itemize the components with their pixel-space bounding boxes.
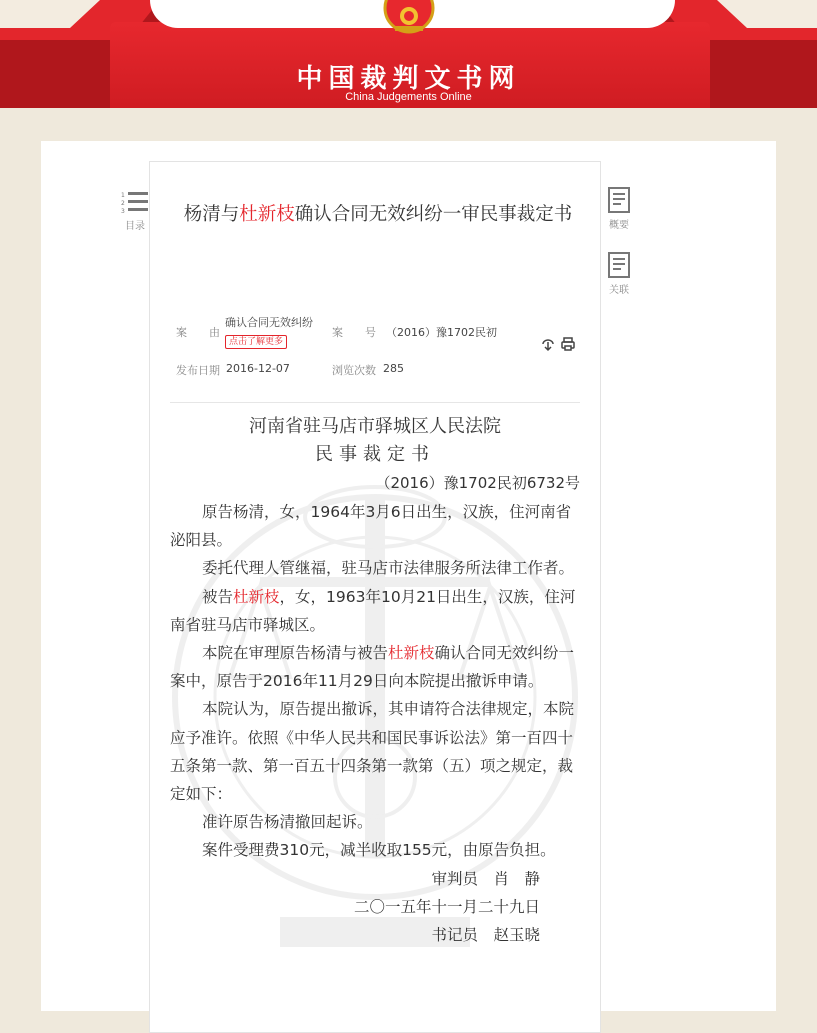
publish-date-value: 2016-12-07 bbox=[226, 362, 290, 375]
paragraph-ruling: 准许原告杨清撤回起诉。 bbox=[202, 813, 373, 832]
publish-date-label: 发布日期 bbox=[176, 364, 220, 377]
svg-text:1: 1 bbox=[121, 192, 125, 199]
case-number: （2016）豫1702民初6732号 bbox=[375, 474, 580, 492]
site-subtitle: China Judgements Online bbox=[345, 91, 472, 103]
paragraph-agent: 委托代理人管继福，驻马店市法律服务所法律工作者。 bbox=[202, 559, 575, 578]
svg-text:2: 2 bbox=[121, 200, 125, 207]
defendant-name-highlight[interactable]: 杜新枝 bbox=[239, 204, 295, 225]
paragraph-fee: 案件受理费310元，减半收取155元，由原告负担。 bbox=[202, 841, 556, 860]
summary-button[interactable] bbox=[603, 187, 635, 231]
document-type: 民事裁定书 bbox=[315, 444, 435, 465]
national-emblem-icon bbox=[383, 0, 435, 34]
document-body bbox=[170, 412, 580, 949]
defendant-name-link[interactable]: 杜新枝 bbox=[388, 644, 435, 663]
related-label: 关联 bbox=[609, 285, 629, 296]
cause-value: 确认合同无效纠纷 bbox=[225, 316, 313, 329]
related-document-icon bbox=[608, 252, 630, 278]
case-number-label: 案 号 bbox=[332, 326, 376, 339]
case-number-value: （2016）豫1702民初 bbox=[386, 326, 497, 339]
cause-label: 案 由 bbox=[176, 326, 220, 339]
document-title: 杨清与杜新枝确认合同无效纠纷一审民事裁定书 bbox=[183, 204, 573, 225]
paragraph-defendant: 被告杜新枝，女，1963年10月21日出生，汉族，住河南省驻马店市驿城区。 bbox=[170, 587, 576, 634]
summary-label: 概要 bbox=[609, 220, 629, 231]
site-title[interactable]: 中国裁判文书网 bbox=[296, 64, 521, 94]
paragraph-ruling-basis: 本院认为，原告提出撤诉，其申请符合法律规定，本院应予准许。依照《中华人民共和国民事诉讼法》第一百四十五条第一款、第一百五十四条第一款第（五）项之规定，裁定如下： bbox=[170, 700, 575, 804]
svg-text:3: 3 bbox=[121, 208, 125, 215]
toc-list-icon bbox=[120, 188, 150, 218]
judge-signature: 审判员 肖 静 bbox=[431, 869, 540, 888]
ruling-date: 二〇一五年十一月二十九日 bbox=[353, 897, 540, 916]
summary-document-icon bbox=[608, 187, 630, 213]
views-value: 285 bbox=[383, 362, 404, 375]
document-panel bbox=[149, 161, 601, 1033]
print-icon[interactable] bbox=[560, 336, 576, 352]
views-label: 浏览次数 bbox=[332, 364, 376, 377]
related-button[interactable] bbox=[603, 252, 635, 296]
paragraph-withdrawal: 本院在审理原告杨清与被告杜新枝确认合同无效纠纷一案中，原告于2016年11月29日向本院提出撤诉申请。 bbox=[170, 644, 575, 691]
clerk-signature: 书记员 赵玉晓 bbox=[431, 926, 540, 945]
toc-button[interactable] bbox=[117, 188, 153, 232]
court-name: 河南省驻马店市驿城区人民法院 bbox=[249, 416, 501, 437]
toc-label: 目录 bbox=[125, 221, 145, 232]
download-icon[interactable] bbox=[540, 336, 556, 352]
site-header bbox=[0, 0, 817, 108]
meta-divider bbox=[170, 402, 580, 403]
defendant-name-link[interactable]: 杜新枝 bbox=[233, 587, 280, 606]
document-card bbox=[41, 141, 776, 1011]
paragraph-plaintiff: 原告杨清，女，1964年3月6日出生，汉族，住河南省泌阳县。 bbox=[170, 503, 572, 550]
learn-more-link[interactable]: 点击了解更多 bbox=[225, 335, 287, 349]
